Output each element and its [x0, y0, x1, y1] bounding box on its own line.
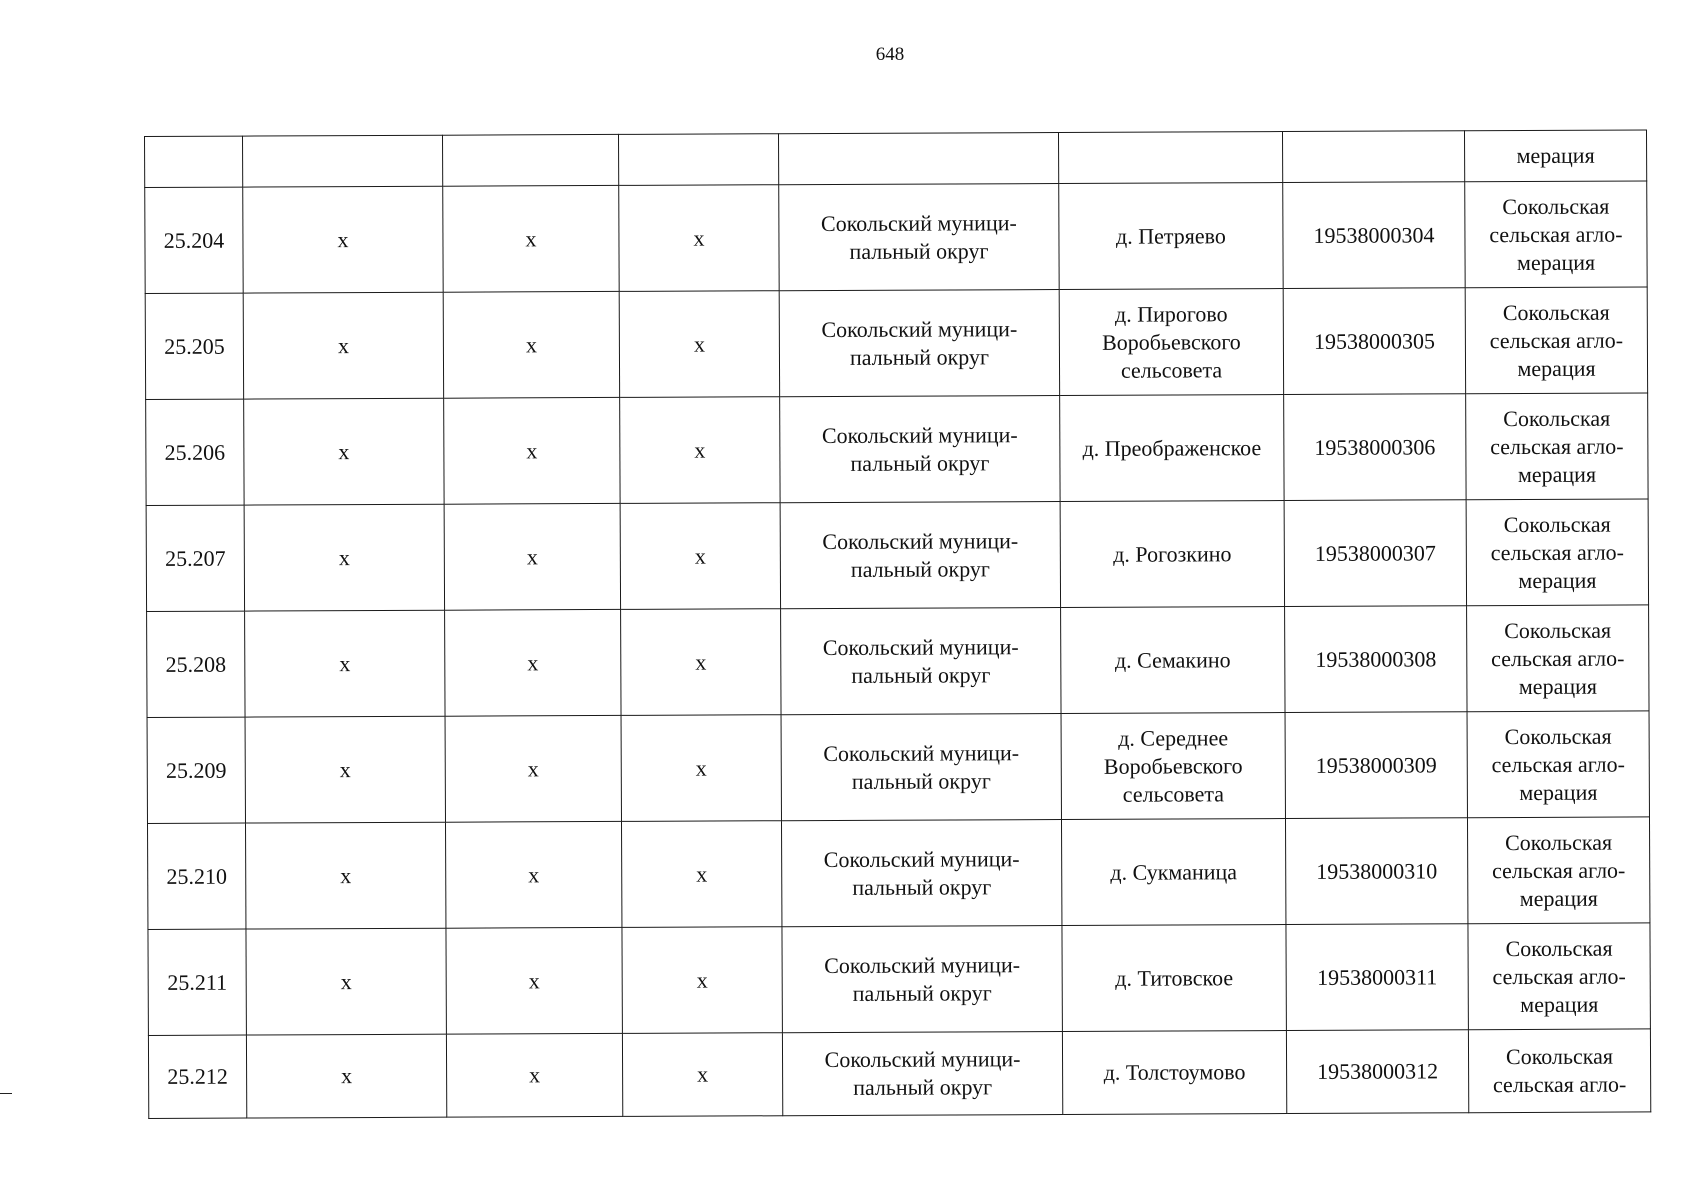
settlement-cell: д. Петряево [1059, 183, 1283, 290]
district-cell: Сокольский муници- пальный округ [782, 926, 1062, 1033]
x-cell: х [446, 1033, 622, 1117]
oktmo-code-cell: 19538000306 [1284, 394, 1466, 501]
header-cell [1282, 131, 1464, 183]
x-cell: х [244, 398, 444, 505]
x-cell: х [244, 504, 444, 611]
x-cell: х [621, 609, 781, 716]
table-row [147, 711, 1649, 824]
table-row [146, 393, 1648, 506]
x-cell: х [246, 928, 446, 1035]
x-cell: х [621, 715, 781, 822]
oktmo-code-cell: 19538000307 [1284, 500, 1466, 607]
x-cell: х [620, 503, 780, 610]
row-number-cell: 25.204 [145, 187, 243, 293]
settlement-cell: д. Сукманица [1061, 819, 1285, 926]
row-number-cell: 25.210 [147, 823, 245, 929]
district-cell: Сокольский муници- пальный округ [781, 820, 1061, 927]
x-cell: х [622, 927, 782, 1034]
x-cell: х [622, 1033, 782, 1117]
table-row [148, 923, 1650, 1036]
x-cell: х [620, 397, 780, 504]
row-number-cell: 25.207 [146, 505, 244, 611]
table-row [146, 499, 1648, 612]
x-cell: х [621, 821, 781, 928]
margin-mark [0, 1093, 12, 1094]
x-cell: х [243, 292, 443, 399]
agglomeration-cell: Сокольская сельская агло- мерация [1467, 817, 1649, 924]
oktmo-code-cell: 19538000308 [1285, 606, 1467, 713]
settlement-cell: д. Толстоумово [1062, 1031, 1286, 1115]
agglomeration-cell: Сокольская сельская агло- [1468, 1029, 1650, 1113]
table-row [147, 605, 1649, 718]
district-cell: Сокольский муници- пальный округ [779, 184, 1059, 291]
x-cell: х [619, 291, 779, 398]
table-row [147, 817, 1649, 930]
x-cell: х [443, 185, 619, 292]
header-cell [243, 135, 443, 187]
district-cell: Сокольский муници- пальный округ [782, 1032, 1062, 1116]
x-cell: х [246, 1034, 446, 1118]
header-cell [618, 134, 778, 186]
row-number-cell: 25.206 [146, 399, 244, 505]
x-cell: х [245, 822, 445, 929]
settlement-cell: д. Преображенское [1060, 395, 1284, 502]
district-cell: Сокольский муници- пальный округ [780, 396, 1060, 503]
oktmo-code-cell: 19538000304 [1283, 182, 1465, 289]
header-cell-agglomeration-continuation: мерация [1464, 130, 1646, 182]
district-cell: Сокольский муници- пальный округ [780, 502, 1060, 609]
agglomeration-cell: Сокольская сельская агло- мерация [1466, 499, 1648, 606]
header-cell [442, 134, 618, 186]
oktmo-code-cell: 19538000309 [1285, 712, 1467, 819]
settlement-cell: д. Семакино [1061, 607, 1285, 714]
x-cell: х [445, 609, 621, 716]
x-cell: х [445, 715, 621, 822]
agglomeration-cell: Сокольская сельская агло- мерация [1466, 393, 1648, 500]
x-cell: х [444, 397, 620, 504]
x-cell: х [446, 927, 622, 1034]
agglomeration-cell: Сокольская сельская агло- мерация [1465, 287, 1647, 394]
settlement-cell: д. Середнее Воробьевского сельсовета [1061, 713, 1285, 820]
table-header-row [145, 130, 1647, 188]
table-row [148, 1029, 1650, 1119]
agglomeration-cell: Сокольская сельская агло- мерация [1468, 923, 1650, 1030]
x-cell: х [245, 610, 445, 717]
settlement-cell: д. Пирогово Воробьевского сельсовета [1059, 289, 1283, 396]
settlement-cell: д. Рогозкино [1060, 501, 1284, 608]
header-cell [1058, 132, 1282, 184]
row-number-cell: 25.205 [145, 293, 243, 399]
x-cell: х [619, 185, 779, 292]
oktmo-code-cell: 19538000311 [1286, 924, 1468, 1031]
table-row [145, 181, 1647, 294]
agglomeration-cell: Сокольская сельская агло- мерация [1467, 711, 1649, 818]
oktmo-code-cell: 19538000310 [1285, 818, 1467, 925]
row-number-cell: 25.212 [148, 1035, 246, 1118]
district-cell: Сокольский муници- пальный округ [781, 608, 1061, 715]
agglomeration-cell: Сокольская сельская агло- мерация [1467, 605, 1649, 712]
x-cell: х [245, 716, 445, 823]
table-row [145, 287, 1647, 400]
table-container [144, 129, 1650, 1119]
row-number-cell: 25.209 [147, 717, 245, 823]
x-cell: х [443, 291, 619, 398]
page-number: 648 [875, 44, 905, 65]
settlement-cell: д. Титовское [1062, 925, 1286, 1032]
settlements-table [144, 129, 1651, 1119]
x-cell: х [243, 186, 443, 293]
agglomeration-cell: Сокольская сельская агло- мерация [1465, 181, 1647, 288]
header-cell [778, 133, 1058, 185]
oktmo-code-cell: 19538000312 [1286, 1030, 1468, 1114]
x-cell: х [444, 503, 620, 610]
row-number-cell: 25.208 [147, 611, 245, 717]
district-cell: Сокольский муници- пальный округ [781, 714, 1061, 821]
oktmo-code-cell: 19538000305 [1283, 288, 1465, 395]
x-cell: х [445, 821, 621, 928]
header-cell [145, 136, 243, 187]
district-cell: Сокольский муници- пальный округ [779, 290, 1059, 397]
row-number-cell: 25.211 [148, 929, 246, 1035]
